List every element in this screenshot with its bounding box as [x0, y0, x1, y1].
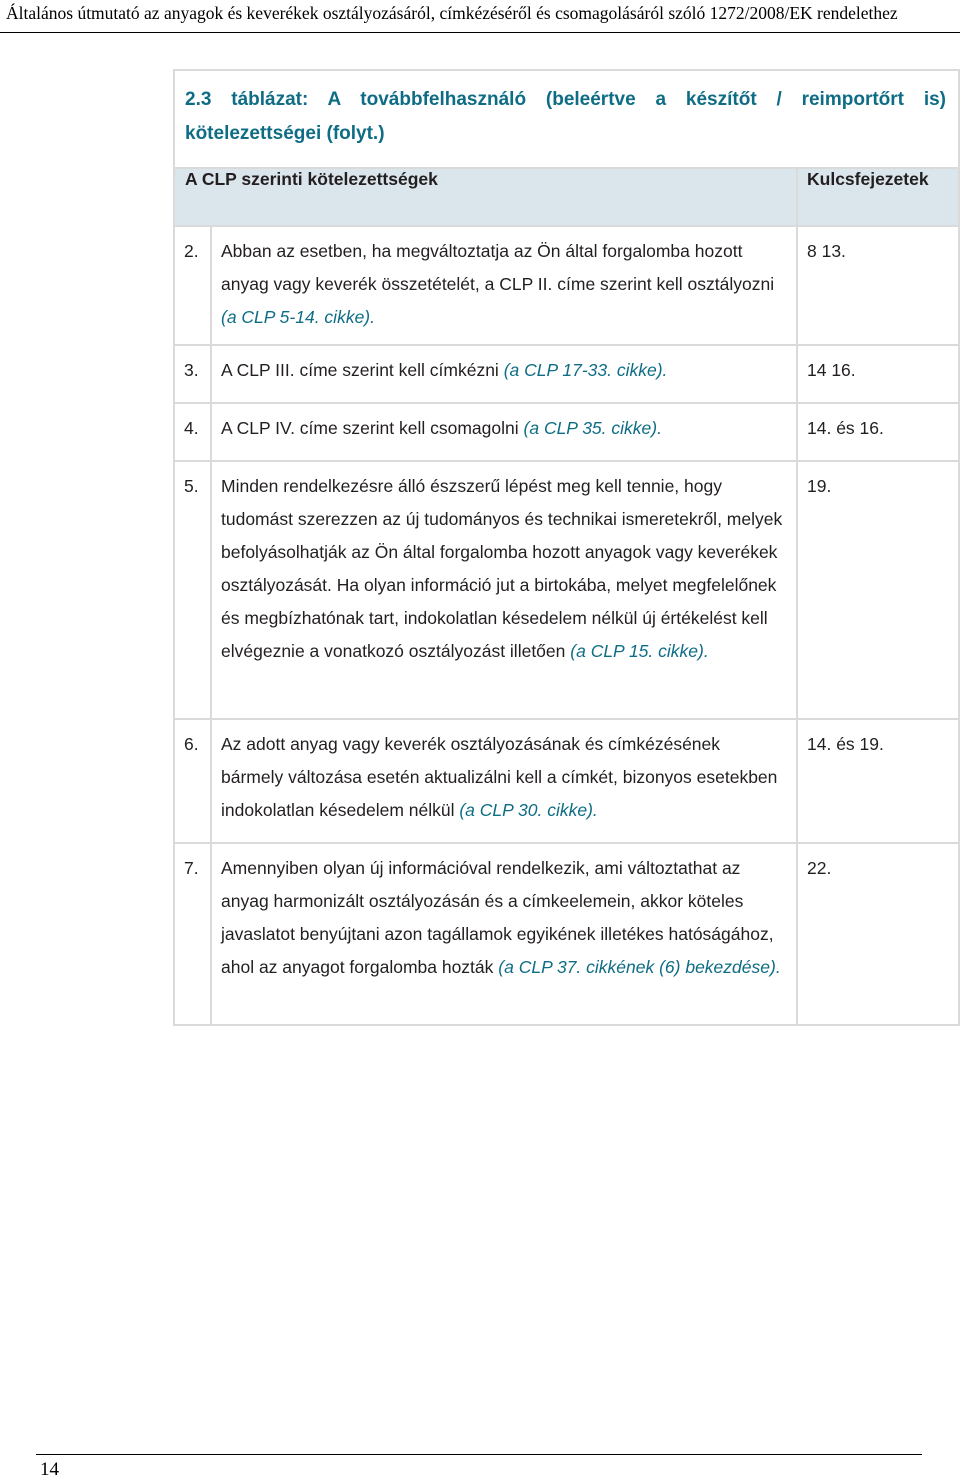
row-number: 6.	[184, 734, 199, 754]
table-row	[174, 345, 959, 403]
row-number: 4.	[184, 418, 199, 438]
row-text: A CLP III. címe szerint kell címkézni (a CLP 17-33. cikke).	[221, 360, 668, 380]
row-text: Minden rendelkezésre álló észszerű lépést meg kell tennie, hogy tudomást szerezzen az új tudományos és technikai ismeretekről, melyek befolyásolhatják az Ön által forgalomba hozott anyagok vagy keverékek osztályozását. Ha olyan információ jut a birtokába, melyet megfelelőnek és megbízhatónak tart, indokolatlan késedelem nélkül új értékelést kell elvégeznie a vonatkozó osztályozást illetően (a CLP 15. cikke).	[221, 476, 783, 661]
key-chapters: 22.	[807, 858, 832, 878]
table-row	[174, 719, 959, 843]
row-number: 2.	[184, 241, 199, 261]
clp-reference: (a CLP 30. cikke).	[459, 800, 598, 820]
key-chapters: 14. és 16.	[807, 418, 884, 438]
clp-reference: (a CLP 17-33. cikke).	[503, 360, 668, 380]
table-title-cell	[174, 70, 959, 168]
running-header: Általános útmutató az anyagok és keverékek osztályozásáról, címkézéséről és csomagolásáról szóló 1272/2008/EK rendelethez	[6, 3, 898, 23]
table-title: 2.3 táblázat: A továbbfelhasználó (beleértve a készítőt / reimportőrt is) kötelezettségei (folyt.)	[185, 89, 946, 144]
page-number: 14	[40, 1459, 59, 1480]
key-chapters: 19.	[807, 476, 832, 496]
table-row	[174, 226, 959, 345]
key-chapters: 14 16.	[807, 360, 856, 380]
clp-reference: (a CLP 5-14. cikke).	[221, 307, 375, 327]
column-header-obligations: A CLP szerinti kötelezettségek	[174, 168, 797, 226]
clp-reference: (a CLP 35. cikke).	[523, 418, 662, 438]
key-chapters: 14. és 19.	[807, 734, 884, 754]
footer-rule	[36, 1454, 922, 1455]
row-text: Amennyiben olyan új információval rendelkezik, ami változtathat az anyag harmonizált osztályozásán és a címkeelemein, akkor köteles javaslatot benyújtani azon tagállamok egyikének illetékes hatóságához, ahol az anyagot forgalomba hozták (a CLP 37. cikkének (6) bekezdése).	[221, 858, 781, 977]
clp-reference: (a CLP 37. cikkének (6) bekezdése).	[498, 957, 781, 977]
table-row	[174, 843, 959, 1025]
clp-reference: (a CLP 15. cikke).	[570, 641, 709, 661]
key-chapters: 8 13.	[807, 241, 846, 261]
obligations-table	[173, 69, 960, 1026]
table-row	[174, 461, 959, 719]
row-text: Abban az esetben, ha megváltoztatja az Ön által forgalomba hozott anyag vagy keverék összetételét, a CLP II. címe szerint kell osztályozni (a CLP 5-14. cikke).	[221, 241, 775, 327]
row-text: Az adott anyag vagy keverék osztályozásának és címkézésének bármely változása esetén aktualizálni kell a címkét, bizonyos esetekben indokolatlan késedelem nélkül (a CLP 30. cikke).	[221, 734, 778, 820]
row-number: 3.	[184, 360, 199, 380]
header-rule	[0, 32, 960, 33]
row-number: 5.	[184, 476, 199, 496]
table-row	[174, 403, 959, 461]
row-text: A CLP IV. címe szerint kell csomagolni (a CLP 35. cikke).	[221, 418, 662, 438]
row-number: 7.	[184, 858, 199, 878]
column-header-chapters: Kulcsfejezetek	[797, 168, 959, 226]
